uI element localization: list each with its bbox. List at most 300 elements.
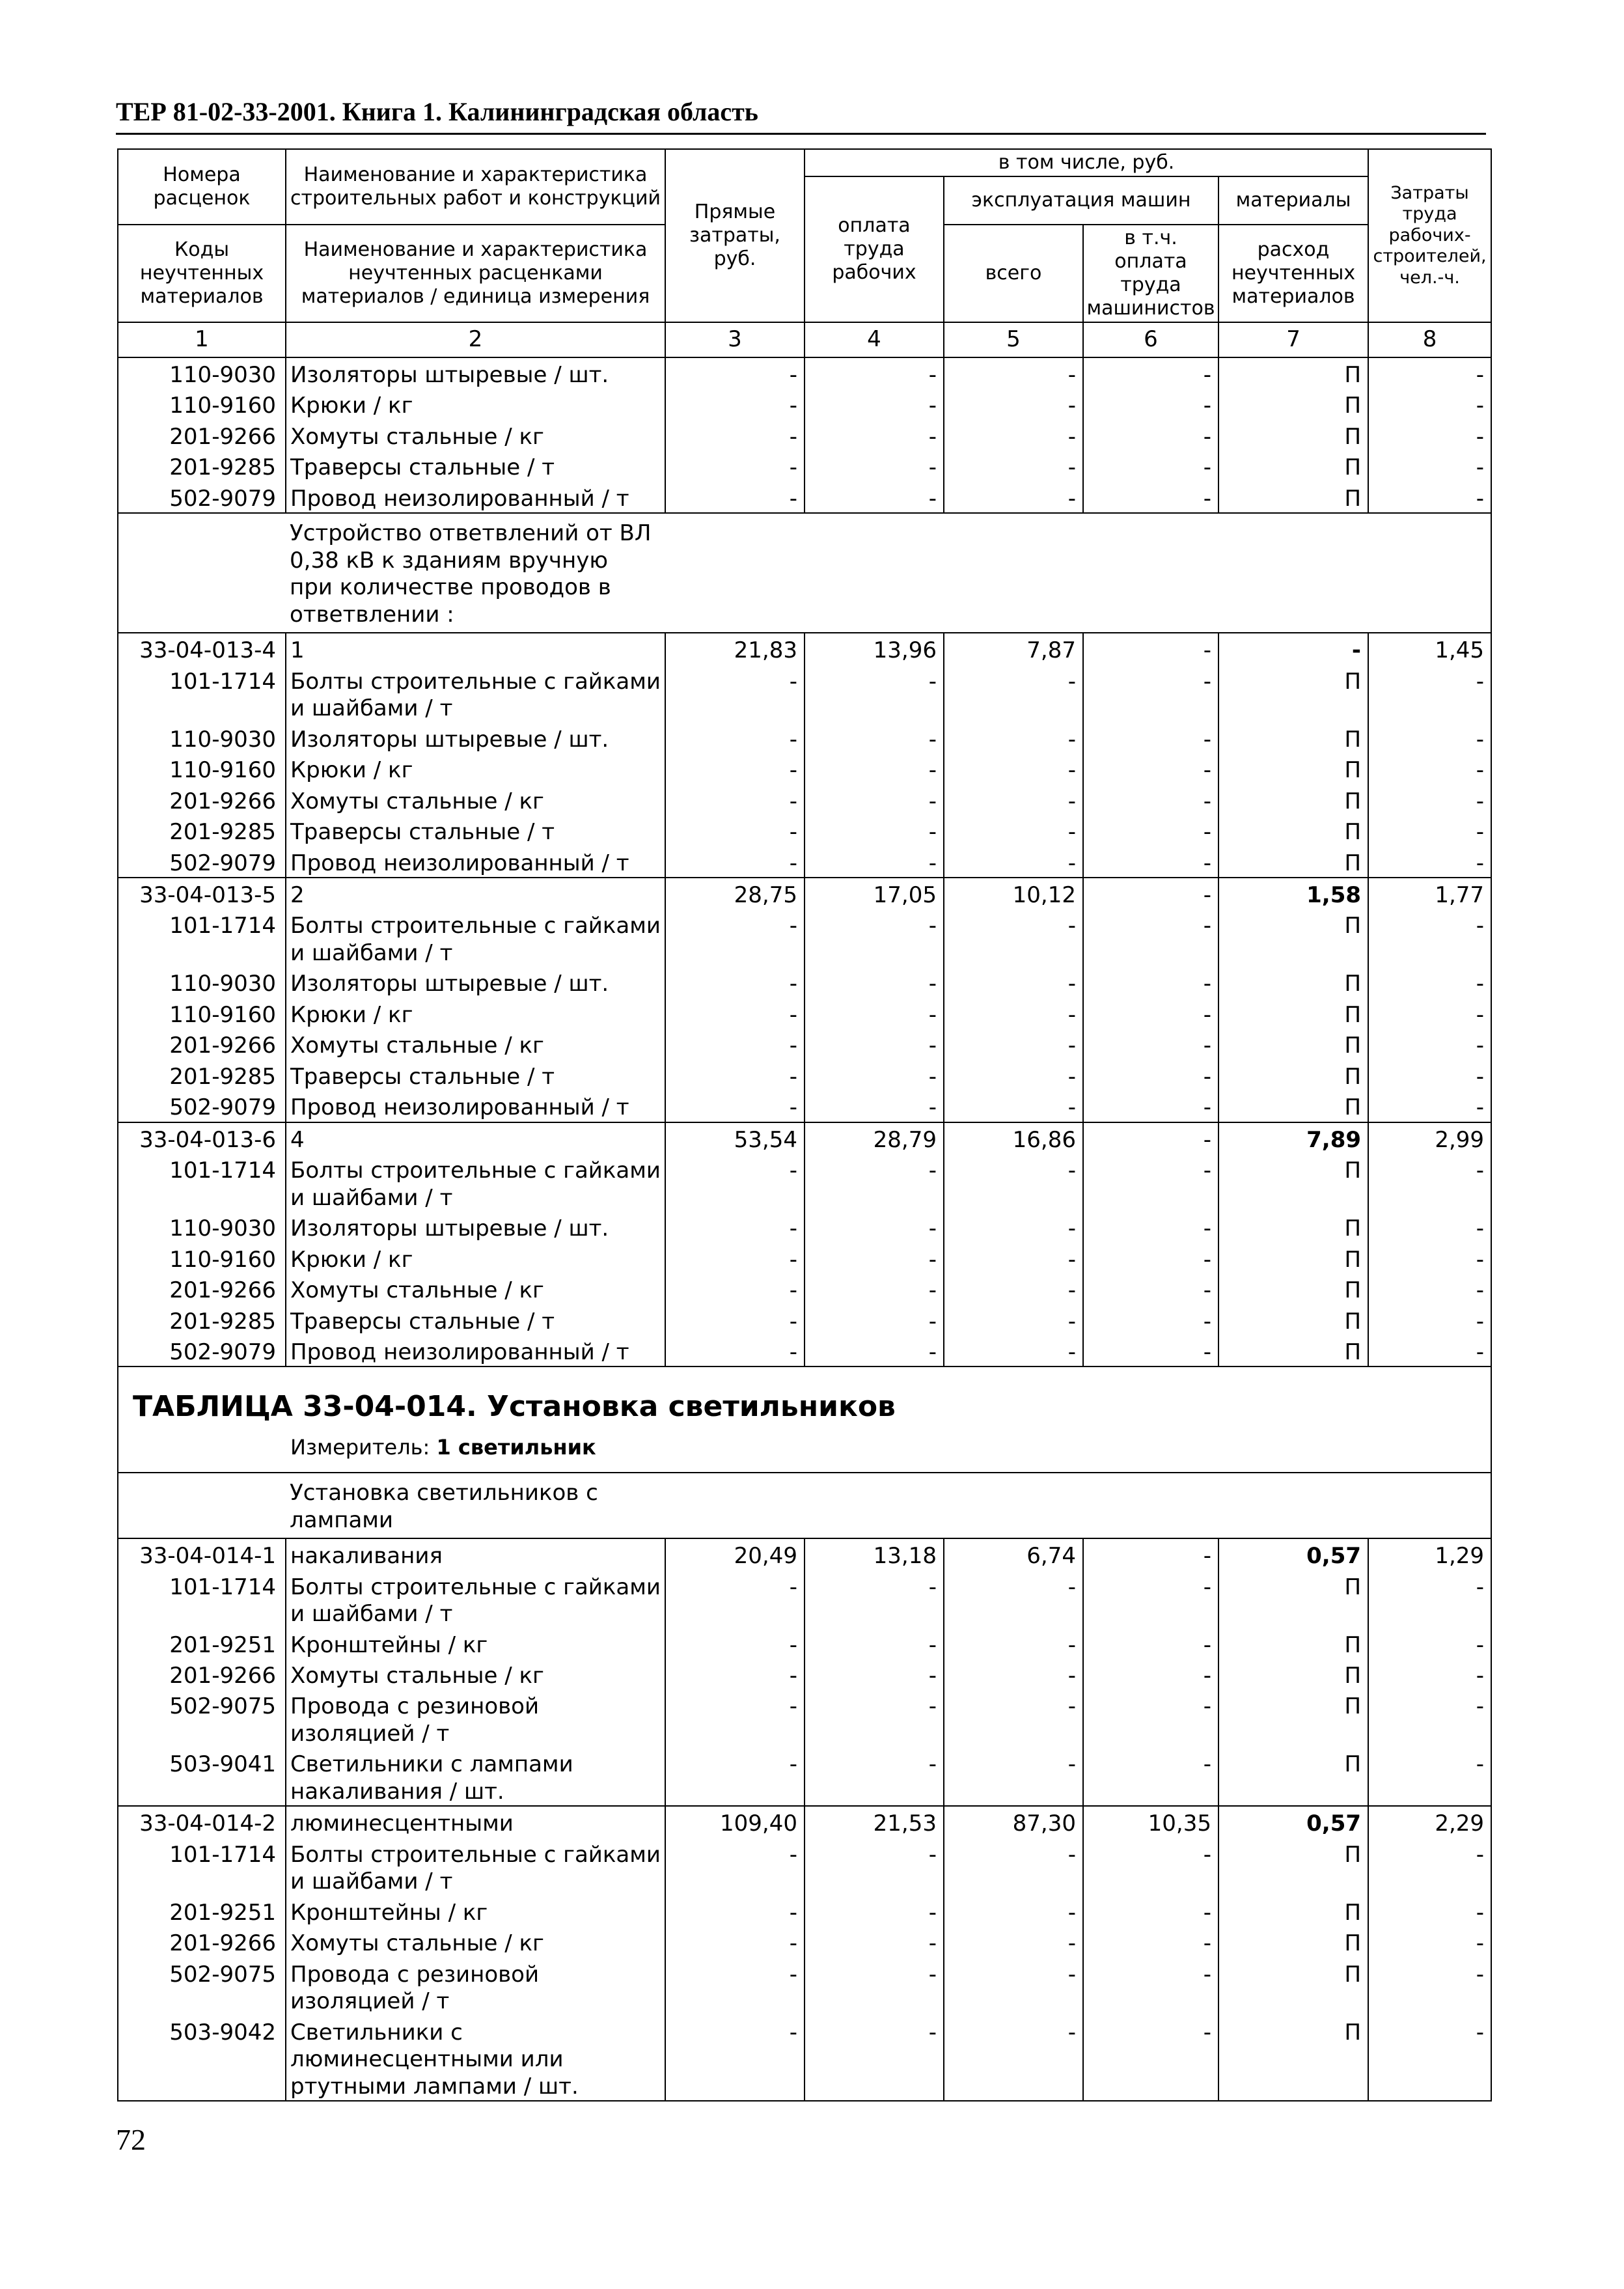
- cell-materials: П: [1218, 1212, 1368, 1242]
- cell-worker-pay: -: [805, 998, 944, 1029]
- cell-rate-code: 201-9266: [118, 1926, 286, 1957]
- cell-rate-code: 502-9075: [118, 1958, 286, 2016]
- material-row: [118, 1335, 1491, 1366]
- cell-worker-pay: -: [805, 784, 944, 815]
- cell-description: Траверсы стальные / т: [286, 1060, 665, 1090]
- cell-machines-total: -: [944, 1305, 1083, 1335]
- cell-machines-total: 10,12: [944, 878, 1083, 909]
- cell-machinist-pay: -: [1083, 2016, 1218, 2101]
- page-number: 72: [116, 2123, 146, 2156]
- cell-direct-costs: -: [665, 665, 805, 723]
- cell-labor-costs: -: [1368, 482, 1491, 513]
- cell-direct-costs: -: [665, 723, 805, 753]
- cell-labor-costs: -: [1368, 1212, 1491, 1242]
- cell-materials: П: [1218, 2016, 1368, 2101]
- column-number: 7: [1218, 322, 1368, 357]
- cell-worker-pay: -: [805, 420, 944, 451]
- cell-machines-total: -: [944, 723, 1083, 753]
- cell-rate-code: 503-9042: [118, 2016, 286, 2101]
- material-row: [118, 1154, 1491, 1212]
- cell-materials: П: [1218, 1958, 1368, 2016]
- cell-labor-costs: -: [1368, 998, 1491, 1029]
- cell-description: 2: [286, 878, 665, 909]
- material-row: [118, 1305, 1491, 1335]
- cell-rate-code: 110-9160: [118, 998, 286, 1029]
- cell-machines-total: -: [944, 1243, 1083, 1273]
- cell-machines-total: -: [944, 1212, 1083, 1242]
- cell-labor-costs: -: [1368, 815, 1491, 846]
- cell-materials: П: [1218, 723, 1368, 753]
- cell-machinist-pay: -: [1083, 1029, 1218, 1059]
- cell-labor-costs: -: [1368, 1243, 1491, 1273]
- rate-row: [118, 1538, 1491, 1570]
- cell-worker-pay: -: [805, 967, 944, 997]
- cell-machinist-pay: -: [1083, 723, 1218, 753]
- cell-materials: П: [1218, 665, 1368, 723]
- cell-materials: П: [1218, 846, 1368, 878]
- cell-description: 4: [286, 1122, 665, 1154]
- cell-worker-pay: -: [805, 1029, 944, 1059]
- measure-value: 1 светильник: [436, 1435, 596, 1460]
- cell-description: Светильники с лампами накаливания / шт.: [286, 1747, 665, 1806]
- cell-materials: 1,58: [1218, 878, 1368, 909]
- cell-worker-pay: -: [805, 1659, 944, 1689]
- column-number: 6: [1083, 322, 1218, 357]
- cell-labor-costs: -: [1368, 846, 1491, 878]
- table-body: [118, 357, 1491, 2101]
- cell-labor-costs: -: [1368, 967, 1491, 997]
- material-row: [118, 1896, 1491, 1926]
- cell-rate-code: 110-9030: [118, 1212, 286, 1242]
- cell-machinist-pay: -: [1083, 1926, 1218, 1957]
- cell-worker-pay: -: [805, 1628, 944, 1659]
- cell-rate-code: 110-9030: [118, 967, 286, 997]
- cell-rate-code: 201-9285: [118, 1305, 286, 1335]
- rates-table: [117, 148, 1492, 2102]
- cell-machinist-pay: -: [1083, 1747, 1218, 1806]
- section-heading-text: Установка светильников с лампами: [290, 1480, 598, 1533]
- cell-machinist-pay: -: [1083, 753, 1218, 784]
- cell-description: Провод неизолированный / т: [286, 1090, 665, 1122]
- cell-machines-total: -: [944, 1335, 1083, 1366]
- cell-machines-total: 7,87: [944, 633, 1083, 664]
- cell-labor-costs: 1,77: [1368, 878, 1491, 909]
- cell-machines-total: -: [944, 389, 1083, 419]
- cell-worker-pay: -: [805, 1305, 944, 1335]
- cell-direct-costs: -: [665, 1926, 805, 1957]
- measure-label: Измеритель:: [290, 1435, 430, 1460]
- cell-labor-costs: 2,29: [1368, 1806, 1491, 1837]
- cell-materials: П: [1218, 1570, 1368, 1628]
- cell-description: 1: [286, 633, 665, 664]
- cell-labor-costs: -: [1368, 1958, 1491, 2016]
- cell-machines-total: -: [944, 909, 1083, 967]
- cell-direct-costs: -: [665, 420, 805, 451]
- material-row: [118, 1926, 1491, 1957]
- header-labor-costs: Затраты труда рабочих-строителей, чел.-ч.: [1368, 149, 1491, 322]
- cell-description: Провод неизолированный / т: [286, 482, 665, 513]
- cell-materials: П: [1218, 1273, 1368, 1304]
- cell-labor-costs: -: [1368, 1659, 1491, 1689]
- cell-worker-pay: -: [805, 451, 944, 481]
- cell-machinist-pay: -: [1083, 633, 1218, 664]
- cell-labor-costs: -: [1368, 1029, 1491, 1059]
- cell-worker-pay: -: [805, 2016, 944, 2101]
- cell-materials: П: [1218, 1628, 1368, 1659]
- cell-labor-costs: -: [1368, 723, 1491, 753]
- cell-worker-pay: -: [805, 482, 944, 513]
- cell-rate-code: 502-9075: [118, 1689, 286, 1747]
- cell-materials: П: [1218, 1926, 1368, 1957]
- cell-description: Болты строительные с гайками и шайбами / т: [286, 1154, 665, 1212]
- cell-machinist-pay: -: [1083, 967, 1218, 997]
- cell-machinist-pay: -: [1083, 1896, 1218, 1926]
- cell-rate-code: 110-9160: [118, 753, 286, 784]
- cell-machinist-pay: -: [1083, 1838, 1218, 1896]
- cell-materials: П: [1218, 753, 1368, 784]
- cell-materials: П: [1218, 1305, 1368, 1335]
- cell-direct-costs: -: [665, 1243, 805, 1273]
- cell-machinist-pay: -: [1083, 389, 1218, 419]
- cell-machines-total: -: [944, 753, 1083, 784]
- cell-description: Траверсы стальные / т: [286, 451, 665, 481]
- cell-description: Траверсы стальные / т: [286, 815, 665, 846]
- material-row: [118, 909, 1491, 967]
- cell-labor-costs: -: [1368, 1689, 1491, 1747]
- table-title-row: [118, 1366, 1491, 1473]
- cell-machinist-pay: -: [1083, 1628, 1218, 1659]
- cell-rate-code: 201-9251: [118, 1896, 286, 1926]
- cell-labor-costs: -: [1368, 451, 1491, 481]
- cell-description: Провод неизолированный / т: [286, 846, 665, 878]
- header-material-consumption: расход неучтенных материалов: [1218, 225, 1368, 322]
- material-row: [118, 784, 1491, 815]
- material-row: [118, 1243, 1491, 1273]
- cell-machines-total: -: [944, 1838, 1083, 1896]
- cell-machinist-pay: -: [1083, 1305, 1218, 1335]
- cell-labor-costs: -: [1368, 1154, 1491, 1212]
- cell-machinist-pay: -: [1083, 1122, 1218, 1154]
- cell-description: Изоляторы штыревые / шт.: [286, 967, 665, 997]
- cell-rate-code: 101-1714: [118, 1570, 286, 1628]
- material-row: [118, 846, 1491, 878]
- cell-labor-costs: -: [1368, 784, 1491, 815]
- cell-direct-costs: -: [665, 1896, 805, 1926]
- cell-labor-costs: -: [1368, 2016, 1491, 2101]
- cell-direct-costs: -: [665, 1570, 805, 1628]
- cell-machinist-pay: -: [1083, 1570, 1218, 1628]
- cell-machinist-pay: -: [1083, 909, 1218, 967]
- cell-description: Крюки / кг: [286, 389, 665, 419]
- cell-materials: П: [1218, 1090, 1368, 1122]
- cell-direct-costs: -: [665, 1747, 805, 1806]
- material-row: [118, 482, 1491, 513]
- material-row: [118, 1958, 1491, 2016]
- cell-description: Крюки / кг: [286, 998, 665, 1029]
- cell-rate-code: 502-9079: [118, 846, 286, 878]
- cell-labor-costs: 2,99: [1368, 1122, 1491, 1154]
- cell-materials: П: [1218, 1060, 1368, 1090]
- cell-materials: П: [1218, 1689, 1368, 1747]
- material-row: [118, 1570, 1491, 1628]
- cell-direct-costs: -: [665, 1958, 805, 2016]
- cell-machinist-pay: -: [1083, 357, 1218, 389]
- cell-materials: -: [1218, 633, 1368, 664]
- header-material-codes: Коды неучтенных материалов: [118, 225, 286, 322]
- cell-description: Светильники с люминесцентными или ртутными лампами / шт.: [286, 2016, 665, 2101]
- cell-machines-total: -: [944, 1659, 1083, 1689]
- cell-worker-pay: 21,53: [805, 1806, 944, 1837]
- cell-direct-costs: -: [665, 1212, 805, 1242]
- cell-machinist-pay: -: [1083, 420, 1218, 451]
- cell-worker-pay: -: [805, 1747, 944, 1806]
- cell-direct-costs: -: [665, 998, 805, 1029]
- cell-direct-costs: -: [665, 1029, 805, 1059]
- cell-worker-pay: -: [805, 1958, 944, 2016]
- cell-materials: П: [1218, 451, 1368, 481]
- cell-worker-pay: -: [805, 1570, 944, 1628]
- cell-worker-pay: 17,05: [805, 878, 944, 909]
- header-machines-total: всего: [944, 225, 1083, 322]
- cell-labor-costs: -: [1368, 1060, 1491, 1090]
- table-title: ТАБЛИЦА 33-04-014. Установка светильников: [133, 1390, 896, 1424]
- cell-rate-code: 201-9266: [118, 784, 286, 815]
- cell-labor-costs: -: [1368, 1570, 1491, 1628]
- cell-materials: П: [1218, 1029, 1368, 1059]
- material-row: [118, 1689, 1491, 1747]
- cell-description: Хомуты стальные / кг: [286, 1926, 665, 1957]
- cell-description: Хомуты стальные / кг: [286, 1659, 665, 1689]
- cell-materials: П: [1218, 1838, 1368, 1896]
- cell-worker-pay: -: [805, 846, 944, 878]
- cell-machines-total: -: [944, 1090, 1083, 1122]
- cell-description: Провод неизолированный / т: [286, 1335, 665, 1366]
- cell-machines-total: -: [944, 998, 1083, 1029]
- cell-description: Кронштейны / кг: [286, 1896, 665, 1926]
- cell-direct-costs: -: [665, 1273, 805, 1304]
- cell-worker-pay: -: [805, 1335, 944, 1366]
- cell-rate-code: 201-9285: [118, 815, 286, 846]
- cell-description: Хомуты стальные / кг: [286, 1029, 665, 1059]
- rate-row: [118, 1806, 1491, 1837]
- cell-labor-costs: -: [1368, 1273, 1491, 1304]
- cell-rate-code: 201-9266: [118, 420, 286, 451]
- header-machinist-pay: в т.ч. оплата труда машинистов: [1083, 225, 1218, 322]
- material-row: [118, 1029, 1491, 1059]
- material-row: [118, 1747, 1491, 1806]
- cell-machines-total: -: [944, 1958, 1083, 2016]
- cell-rate-code: 502-9079: [118, 1335, 286, 1366]
- rate-row: [118, 633, 1491, 664]
- cell-machinist-pay: -: [1083, 665, 1218, 723]
- cell-worker-pay: -: [805, 357, 944, 389]
- cell-worker-pay: -: [805, 1090, 944, 1122]
- material-row: [118, 665, 1491, 723]
- heading-spacer: [118, 513, 286, 633]
- header-including: в том числе, руб.: [805, 149, 1368, 176]
- material-row: [118, 1060, 1491, 1090]
- cell-description: накаливания: [286, 1538, 665, 1570]
- cell-direct-costs: -: [665, 357, 805, 389]
- cell-description: Изоляторы штыревые / шт.: [286, 723, 665, 753]
- cell-rate-code: 33-04-013-4: [118, 633, 286, 664]
- cell-description: Хомуты стальные / кг: [286, 784, 665, 815]
- cell-direct-costs: 28,75: [665, 878, 805, 909]
- cell-machines-total: -: [944, 2016, 1083, 2101]
- cell-description: Крюки / кг: [286, 753, 665, 784]
- cell-materials: П: [1218, 357, 1368, 389]
- cell-direct-costs: -: [665, 784, 805, 815]
- cell-machinist-pay: -: [1083, 1659, 1218, 1689]
- cell-worker-pay: -: [805, 1060, 944, 1090]
- cell-machines-total: -: [944, 1570, 1083, 1628]
- cell-rate-code: 33-04-013-6: [118, 1122, 286, 1154]
- cell-worker-pay: -: [805, 1926, 944, 1957]
- cell-machines-total: -: [944, 846, 1083, 878]
- material-row: [118, 1659, 1491, 1689]
- cell-worker-pay: -: [805, 1896, 944, 1926]
- cell-direct-costs: -: [665, 451, 805, 481]
- cell-labor-costs: -: [1368, 665, 1491, 723]
- cell-description: Крюки / кг: [286, 1243, 665, 1273]
- cell-description: Болты строительные с гайками и шайбами / т: [286, 1570, 665, 1628]
- cell-direct-costs: -: [665, 1689, 805, 1747]
- cell-rate-code: 33-04-013-5: [118, 878, 286, 909]
- column-number: 4: [805, 322, 944, 357]
- cell-rate-code: 503-9041: [118, 1747, 286, 1806]
- cell-machines-total: 6,74: [944, 1538, 1083, 1570]
- material-row: [118, 2016, 1491, 2101]
- cell-materials: 0,57: [1218, 1538, 1368, 1570]
- cell-description: Хомуты стальные / кг: [286, 1273, 665, 1304]
- cell-labor-costs: -: [1368, 1335, 1491, 1366]
- cell-direct-costs: 109,40: [665, 1806, 805, 1837]
- cell-rate-code: 33-04-014-1: [118, 1538, 286, 1570]
- cell-machinist-pay: -: [1083, 1212, 1218, 1242]
- material-row: [118, 357, 1491, 389]
- cell-direct-costs: -: [665, 815, 805, 846]
- cell-direct-costs: -: [665, 753, 805, 784]
- column-number: 8: [1368, 322, 1491, 357]
- cell-worker-pay: -: [805, 1212, 944, 1242]
- material-row: [118, 967, 1491, 997]
- cell-machinist-pay: -: [1083, 1958, 1218, 2016]
- cell-worker-pay: -: [805, 1154, 944, 1212]
- material-row: [118, 1212, 1491, 1242]
- cell-machinist-pay: -: [1083, 815, 1218, 846]
- material-row: [118, 998, 1491, 1029]
- cell-materials: П: [1218, 1896, 1368, 1926]
- cell-rate-code: 201-9251: [118, 1628, 286, 1659]
- cell-labor-costs: -: [1368, 420, 1491, 451]
- cell-rate-code: 101-1714: [118, 909, 286, 967]
- cell-labor-costs: -: [1368, 1838, 1491, 1896]
- column-number: 3: [665, 322, 805, 357]
- cell-worker-pay: 13,18: [805, 1538, 944, 1570]
- cell-machinist-pay: -: [1083, 1154, 1218, 1212]
- material-row: [118, 451, 1491, 481]
- cell-rate-code: 201-9285: [118, 451, 286, 481]
- cell-direct-costs: 20,49: [665, 1538, 805, 1570]
- cell-labor-costs: -: [1368, 1896, 1491, 1926]
- cell-materials: П: [1218, 389, 1368, 419]
- cell-machines-total: 16,86: [944, 1122, 1083, 1154]
- cell-machines-total: -: [944, 665, 1083, 723]
- cell-labor-costs: -: [1368, 1305, 1491, 1335]
- cell-worker-pay: -: [805, 1838, 944, 1896]
- cell-labor-costs: -: [1368, 1090, 1491, 1122]
- cell-machines-total: -: [944, 1747, 1083, 1806]
- column-number-row: [118, 322, 1491, 357]
- section-heading-row: [118, 513, 1491, 633]
- cell-rate-code: 110-9030: [118, 357, 286, 389]
- cell-materials: П: [1218, 967, 1368, 997]
- cell-machines-total: -: [944, 1060, 1083, 1090]
- cell-machines-total: -: [944, 1628, 1083, 1659]
- cell-machinist-pay: -: [1083, 1335, 1218, 1366]
- cell-machines-total: -: [944, 420, 1083, 451]
- cell-materials: П: [1218, 1747, 1368, 1806]
- cell-worker-pay: -: [805, 665, 944, 723]
- cell-labor-costs: -: [1368, 753, 1491, 784]
- cell-machinist-pay: -: [1083, 998, 1218, 1029]
- cell-machinist-pay: -: [1083, 1273, 1218, 1304]
- rate-row: [118, 1122, 1491, 1154]
- cell-worker-pay: 13,96: [805, 633, 944, 664]
- cell-machinist-pay: -: [1083, 1538, 1218, 1570]
- material-row: [118, 1273, 1491, 1304]
- cell-direct-costs: -: [665, 1305, 805, 1335]
- cell-direct-costs: -: [665, 1628, 805, 1659]
- cell-materials: П: [1218, 909, 1368, 967]
- cell-labor-costs: -: [1368, 1628, 1491, 1659]
- cell-direct-costs: -: [665, 1659, 805, 1689]
- cell-description: Изоляторы штыревые / шт.: [286, 1212, 665, 1242]
- cell-rate-code: 110-9160: [118, 389, 286, 419]
- cell-direct-costs: -: [665, 846, 805, 878]
- cell-worker-pay: -: [805, 1689, 944, 1747]
- header-direct-costs: Прямые затраты, руб.: [665, 149, 805, 322]
- cell-rate-code: 201-9266: [118, 1659, 286, 1689]
- cell-direct-costs: -: [665, 2016, 805, 2101]
- cell-labor-costs: -: [1368, 1747, 1491, 1806]
- material-row: [118, 815, 1491, 846]
- cell-materials: П: [1218, 1659, 1368, 1689]
- cell-machines-total: 87,30: [944, 1806, 1083, 1837]
- cell-direct-costs: -: [665, 1335, 805, 1366]
- cell-description: Болты строительные с гайками и шайбами / т: [286, 909, 665, 967]
- cell-worker-pay: -: [805, 909, 944, 967]
- cell-machinist-pay: -: [1083, 784, 1218, 815]
- cell-labor-costs: -: [1368, 909, 1491, 967]
- cell-direct-costs: -: [665, 909, 805, 967]
- cell-materials: 7,89: [1218, 1122, 1368, 1154]
- cell-direct-costs: 53,54: [665, 1122, 805, 1154]
- cell-machines-total: -: [944, 1029, 1083, 1059]
- cell-machines-total: -: [944, 967, 1083, 997]
- cell-machines-total: -: [944, 1689, 1083, 1747]
- cell-worker-pay: -: [805, 389, 944, 419]
- cell-rate-code: 110-9160: [118, 1243, 286, 1273]
- cell-description: Болты строительные с гайками и шайбами / т: [286, 1838, 665, 1896]
- cell-description: Болты строительные с гайками и шайбами / т: [286, 665, 665, 723]
- header-rate-numbers: Номера расценок: [118, 149, 286, 225]
- material-row: [118, 1628, 1491, 1659]
- cell-machinist-pay: -: [1083, 878, 1218, 909]
- cell-direct-costs: -: [665, 967, 805, 997]
- cell-description: Провода с резиновой изоляцией / т: [286, 1689, 665, 1747]
- cell-materials: П: [1218, 815, 1368, 846]
